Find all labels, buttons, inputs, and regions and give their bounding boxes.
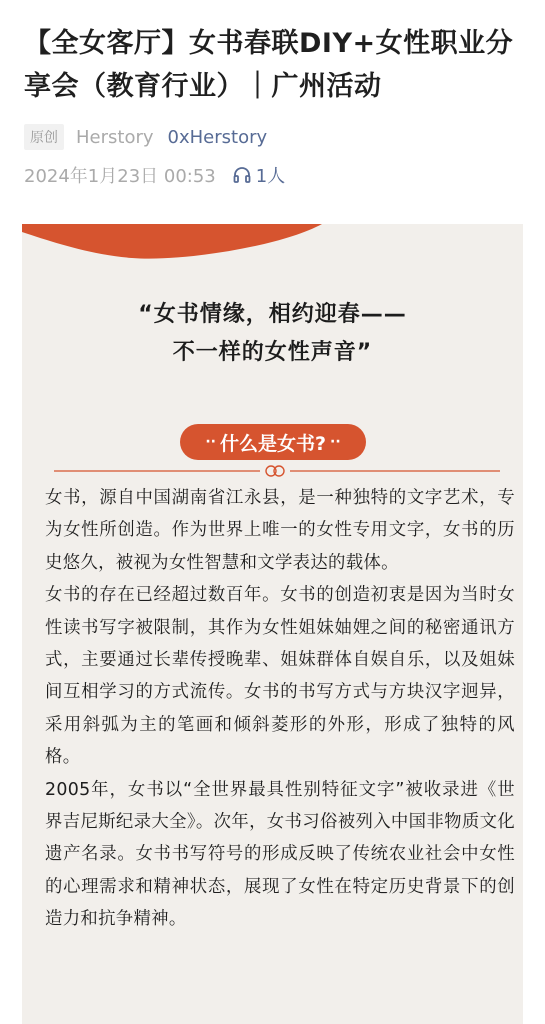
article-body (45, 482, 515, 936)
article-image (22, 224, 523, 1024)
dots-right: ·· (330, 434, 341, 450)
headphones-icon (232, 165, 252, 185)
listen-count: 1人 (255, 166, 286, 187)
quote-line-2: 不一样的女性声音” (172, 340, 373, 365)
article-date-row (24, 162, 285, 188)
banner-quote (22, 296, 523, 372)
double-ring-icon (266, 466, 284, 476)
paragraph: 2005年，女书以“全世界最具性别特征文字”被收录进《世界吉尼斯纪录大全》。次年，女书习俗被列入中国非物质文化遗产名录。女书书写符号的形成反映了传统农业社会中女性的心理需求和精神状态，展现了女性在特定历史背景下的创造力和抗争精神。 (45, 779, 515, 930)
author-name: Herstory (76, 126, 154, 148)
dots-left: ·· (205, 434, 216, 450)
section-divider (32, 464, 512, 478)
paragraph: 女书，源自中国湖南省江永县，是一种独特的文字艺术，专为女性所创造。作为世界上唯一的女性专用文字，女书的历史悠久，被视为女性智慧和文学表达的载体。 (45, 488, 515, 573)
publish-datetime: 2024年1月23日 00:53 (24, 166, 216, 187)
article-meta (24, 124, 267, 150)
account-link[interactable]: 0xHerstory (167, 126, 268, 148)
listen-button[interactable] (232, 162, 285, 188)
original-badge: 原创 (24, 124, 64, 150)
decorative-swoosh (22, 224, 523, 264)
article-title: 【全女客厅】女书春联DIY+女性职业分享会（教育行业）｜广州活动 (24, 28, 514, 102)
section-title-pill (180, 424, 366, 460)
section-title: 什么是女书? (219, 432, 327, 455)
paragraph: 女书的存在已经超过数百年。女书的创造初衷是因为当时女性读书写字被限制，其作为女性姐妹妯娌之间的秘密通讯方式，主要通过长辈传授晚辈、姐妹群体自娱自乐，以及姐妹间互相学习的方式流传。女书的书写方式与方块汉字迥异，采用斜弧为主的笔画和倾斜菱形的外形，形成了独特的风格。 (45, 585, 515, 768)
quote-line-1: “女书情缘，相约迎春—— (138, 302, 407, 327)
